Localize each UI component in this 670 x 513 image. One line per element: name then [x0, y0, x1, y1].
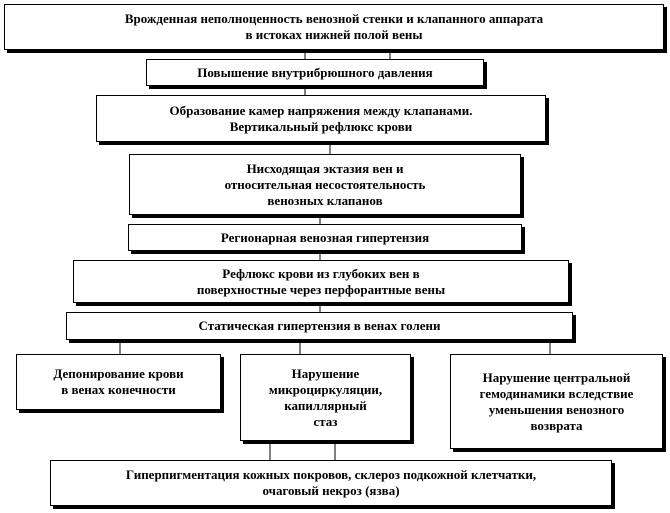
box-line: Нарушение	[291, 365, 360, 381]
box-line: в венах конечности	[61, 382, 176, 397]
box-tension-chambers	[96, 95, 546, 142]
box-central-hemodynamics	[450, 354, 663, 449]
box-line: Рефлюкс крови из глубоких вен в	[222, 265, 420, 281]
box-line: Нарушение центральной	[482, 369, 631, 385]
box-descending-ectasia	[129, 154, 521, 215]
box-line: Регионарная венозная гипертензия	[220, 229, 430, 245]
box-line: Повышение внутрибрюшного давления	[197, 64, 433, 80]
box-line: стаз	[313, 413, 338, 429]
box-line: очаговый некроз (язва)	[262, 483, 400, 498]
box-congenital-insufficiency	[4, 4, 664, 50]
box-line: в истоках нижней полой вены	[245, 27, 423, 42]
box-line: Депонирование крови	[53, 366, 184, 381]
box-intra-abdominal-pressure	[146, 59, 484, 86]
box-reflux-perforant	[73, 260, 569, 303]
box-hyperpigmentation	[50, 460, 612, 506]
box-line: возврата	[530, 417, 583, 433]
box-line: Образование камер напряжения между клапанами.	[169, 102, 473, 118]
box-line: микроциркуляции,	[268, 381, 383, 397]
box-line: гемодинамики вследствие	[479, 385, 634, 401]
box-line: поверхностные через перфорантные вены	[196, 281, 446, 297]
box-microcirculation	[240, 354, 411, 441]
box-static-hypertension	[66, 312, 573, 340]
box-line: венозных клапанов	[267, 192, 383, 208]
box-line: Гиперпигментация кожных покровов, склероз подкожной клетчатки,	[125, 467, 537, 482]
box-line: Статическая гипертензия в венах голени	[198, 318, 441, 333]
box-blood-deposition	[16, 354, 221, 410]
box-line: Вертикальный рефлюкс крови	[229, 118, 413, 134]
box-regional-hypertension	[128, 224, 522, 251]
box-line: уменьшения венозного	[488, 401, 625, 417]
box-line: капиллярный	[284, 397, 367, 413]
box-line: Врожденная неполноценность венозной стенки и клапанного аппарата	[124, 11, 544, 26]
box-line: относительная несостоятельность	[224, 176, 426, 192]
box-line: Нисходящая эктазия вен и	[246, 160, 404, 176]
